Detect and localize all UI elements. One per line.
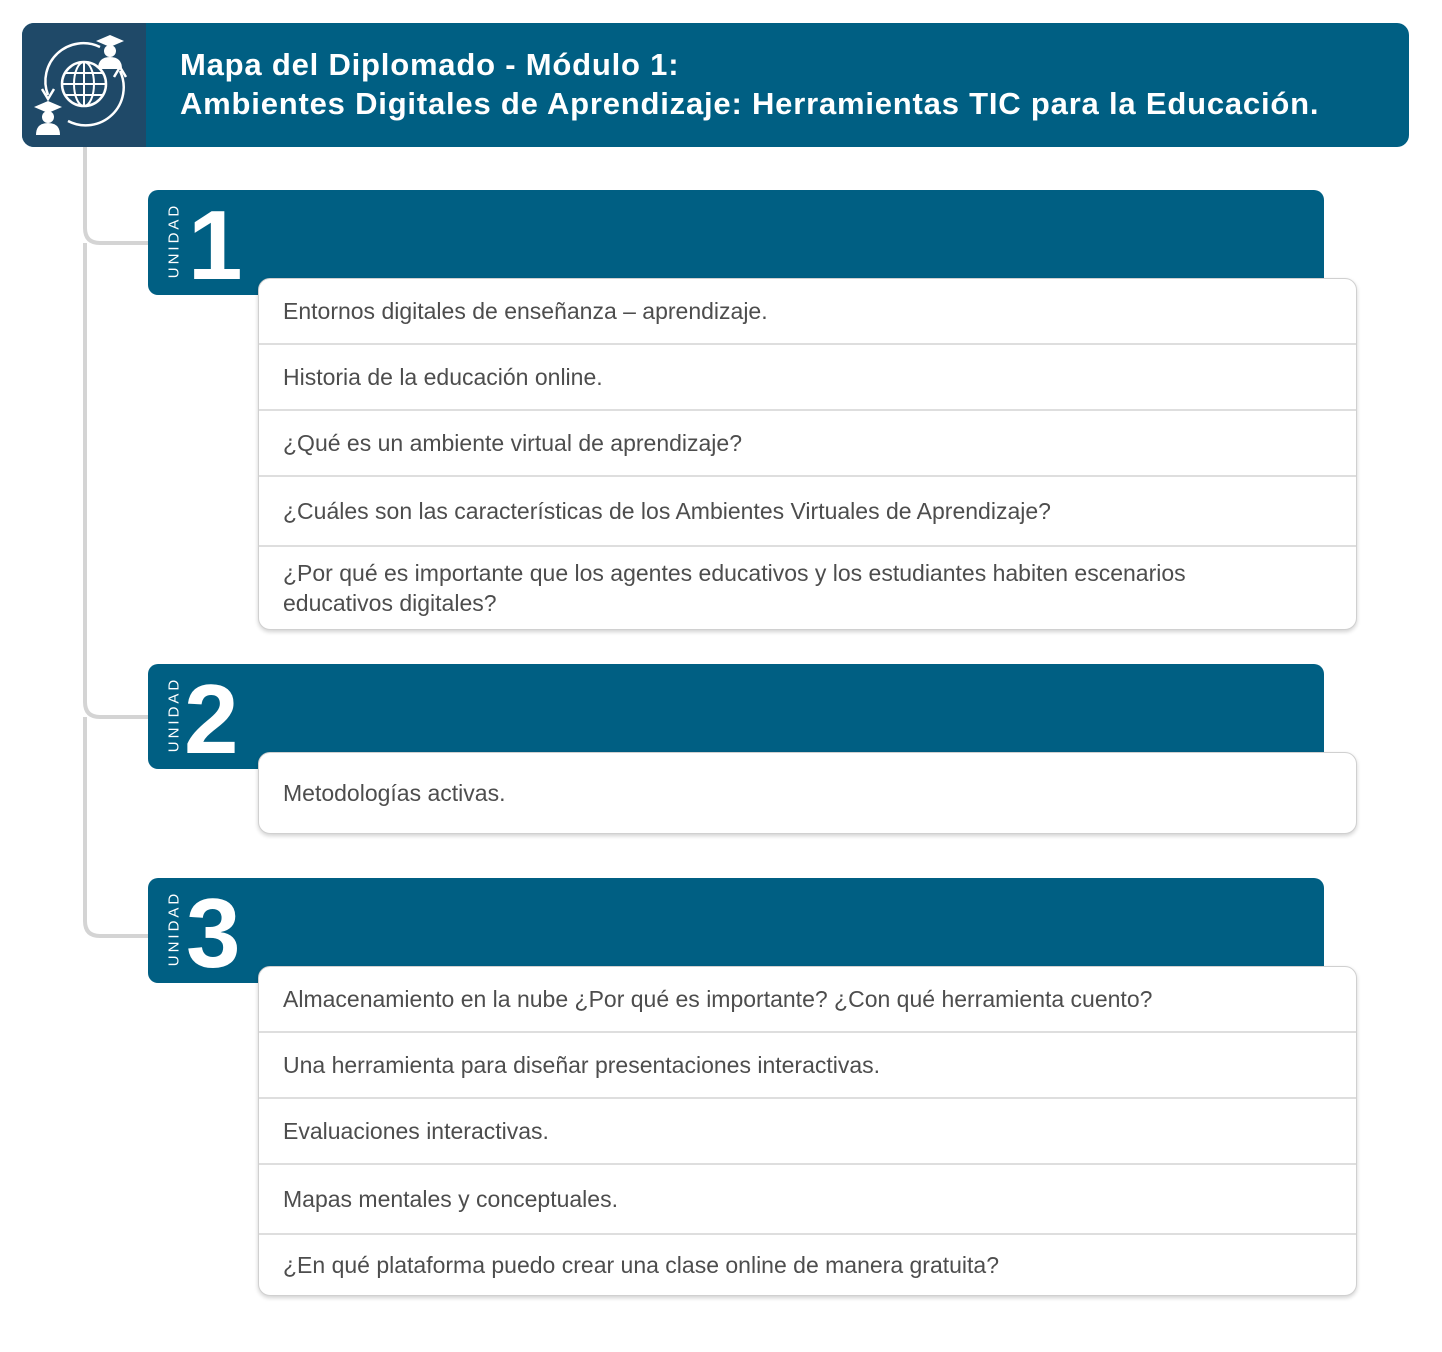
topic-item: [259, 279, 1356, 345]
topic-item: [259, 345, 1356, 411]
topic-text: Almacenamiento en la nube ¿Por qué es importante? ¿Con qué herramienta cuento?: [283, 986, 1153, 1012]
topic-text: Mapas mentales y conceptuales.: [283, 1186, 618, 1212]
topic-text: ¿Por qué es importante que los agentes educativos y los estudiantes habiten escenarios educativos digitales?: [283, 560, 1186, 616]
unit-1-number: 1: [188, 190, 243, 300]
topic-text: Una herramienta para diseñar presentaciones interactivas.: [283, 1052, 881, 1078]
unit-2-number: 2: [184, 664, 239, 774]
unit-2-label: UNIDAD: [165, 676, 183, 753]
topic-item: [259, 547, 1356, 629]
topic-item: [259, 753, 1356, 833]
topic-text: ¿Cuáles son las características de los Ambientes Virtuales de Aprendizaje?: [283, 498, 1051, 524]
title-line-1: Mapa del Diplomado - Módulo 1:: [180, 47, 680, 82]
title-line-2: Ambientes Digitales de Aprendizaje: Herramientas TIC para la Educación.: [180, 86, 1320, 121]
topic-item: [259, 411, 1356, 477]
topic-text: Historia de la educación online.: [283, 364, 603, 390]
topic-item: [259, 1165, 1356, 1235]
topic-item: [259, 1235, 1356, 1295]
topic-item: [259, 1033, 1356, 1099]
topic-item: [259, 1099, 1356, 1165]
topic-text: ¿Qué es un ambiente virtual de aprendizaje?: [283, 430, 743, 456]
topic-text: Evaluaciones interactivas.: [283, 1118, 549, 1144]
unit-3-number: 3: [186, 878, 241, 988]
unit-1-topics: [258, 278, 1357, 630]
unit-1-label: UNIDAD: [165, 202, 183, 279]
topic-item: [259, 477, 1356, 547]
topic-text: Entornos digitales de enseñanza – aprendizaje.: [283, 298, 768, 324]
unit-2-topics: [258, 752, 1357, 834]
topic-item: [259, 967, 1356, 1033]
unit-3-topics: [258, 966, 1357, 1296]
unit-3-label: UNIDAD: [165, 890, 183, 967]
topic-text: Metodologías activas.: [283, 780, 506, 806]
topic-text: ¿En qué plataforma puedo crear una clase online de manera gratuita?: [283, 1252, 1000, 1278]
